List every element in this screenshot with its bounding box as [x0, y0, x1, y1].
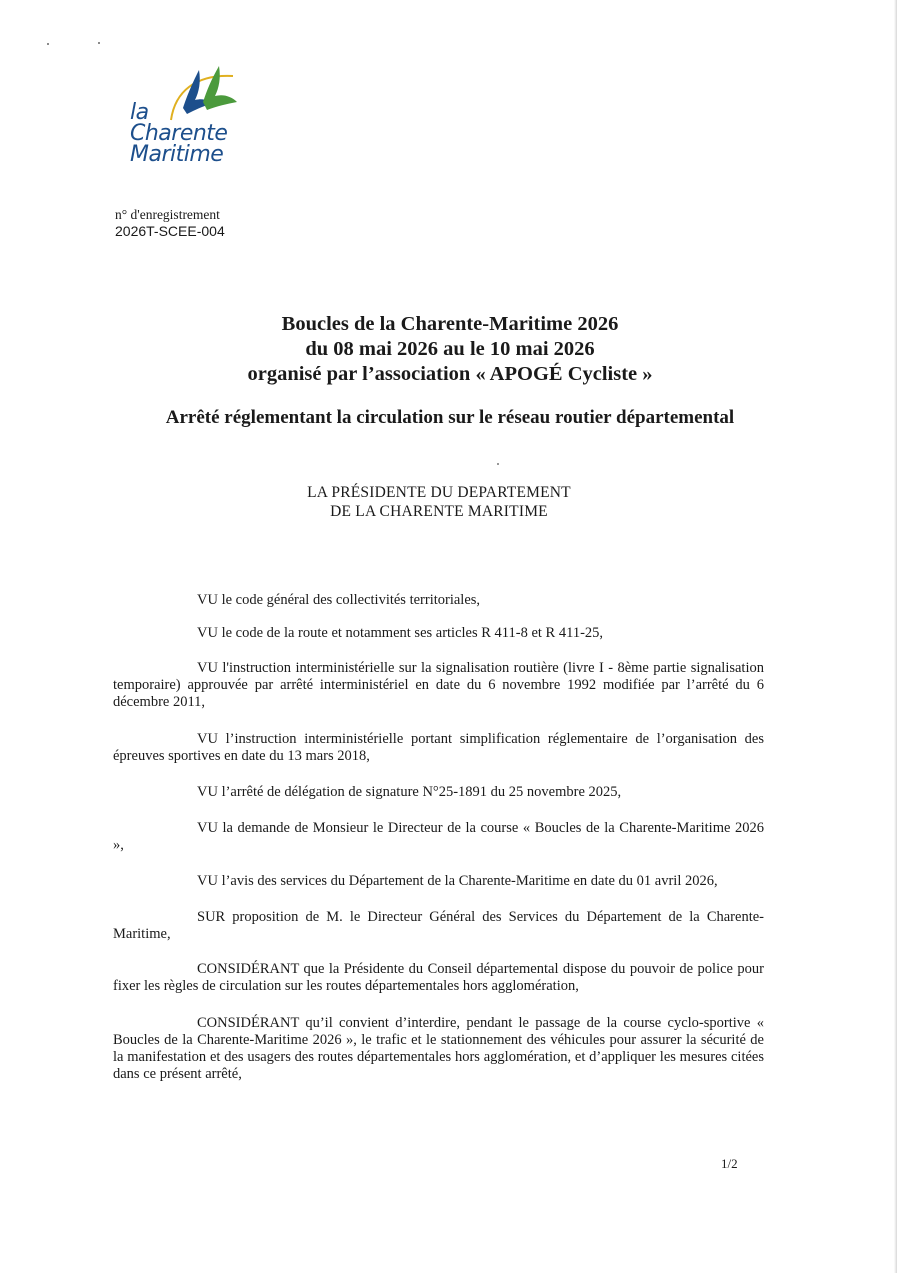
- paragraph-vu-signalisation: VU l'instruction interministérielle sur la signalisation routière (livre I - 8ème partie signalisation temporaire) approuvée par arrêté interministériel en date du 6 novembre 1992 modifiée par l’arrêté du 6 décembre 2011,: [113, 660, 764, 710]
- paragraph-vu-demande: VU la demande de Monsieur le Directeur de la course « Boucles de la Charente-Maritime 2026 »,: [113, 820, 764, 853]
- logo-line-la: la: [130, 100, 149, 125]
- paragraph-vu-cgct: VU le code général des collectivités territoriales,: [197, 592, 481, 608]
- paragraph-vu-avis: VU l’avis des services du Département de la Charente-Maritime en date du 01 avril 2026,: [197, 873, 718, 889]
- page-number: 1/2: [721, 1156, 738, 1171]
- presidente-line-2: DE LA CHARENTE MARITIME: [330, 503, 548, 520]
- paragraph-considerant-1: CONSIDÉRANT que la Présidente du Conseil départemental dispose du pouvoir de police pour fixer les règles de circulation sur les routes départementales hors agglomération,: [113, 961, 764, 994]
- logo-text: [130, 102, 227, 165]
- registration-block: [115, 206, 225, 240]
- paragraph-sur-proposition: SUR proposition de M. le Directeur Général des Services du Département de la Charente-Maritime,: [113, 909, 764, 942]
- title-line-3: organisé par l’association « APOGÉ Cycliste »: [247, 363, 653, 385]
- presidente-line-1: LA PRÉSIDENTE DU DEPARTEMENT: [307, 484, 571, 501]
- scan-edge-shadow: [894, 0, 897, 1273]
- presidente-heading: [200, 483, 678, 521]
- paragraph-vu-simplification: VU l’instruction interministérielle portant simplification réglementaire de l’organisation des épreuves sportives en date du 13 mars 2018,: [113, 731, 764, 764]
- registration-label: n° d'enregistrement: [115, 207, 220, 222]
- paragraph-vu-delegation: VU l’arrêté de délégation de signature N°25-1891 du 25 novembre 2025,: [197, 784, 622, 800]
- scan-speck: [497, 463, 499, 465]
- title-line-2: du 08 mai 2026 au le 10 mai 2026: [305, 338, 595, 360]
- arrete-title: Arrêté réglementant la circulation sur le réseau routier départemental: [165, 407, 735, 428]
- logo-line-charente: Charente: [130, 121, 228, 146]
- scan-speck: [98, 42, 100, 44]
- document-title: [100, 312, 800, 387]
- paragraph-vu-code-route: VU le code de la route et notamment ses articles R 411-8 et R 411-25,: [197, 625, 604, 641]
- title-line-1: Boucles de la Charente-Maritime 2026: [281, 313, 619, 335]
- scan-speck: [47, 43, 49, 45]
- charente-maritime-logo: [125, 62, 245, 174]
- paragraph-considerant-2: CONSIDÉRANT qu’il convient d’interdire, pendant le passage de la course cyclo-sportive « Boucles de la Charente-Maritime 2026 », le trafic et le stationnement des véhicules pour assurer la sécurité de la manifestation et des usagers des routes départementales hors agglomération, et d’appliquer les mesures citées dans ce présent arrêté,: [113, 1015, 764, 1082]
- registration-code: 2026T-SCEE-004: [115, 223, 225, 239]
- logo-line-maritime: Maritime: [130, 142, 224, 167]
